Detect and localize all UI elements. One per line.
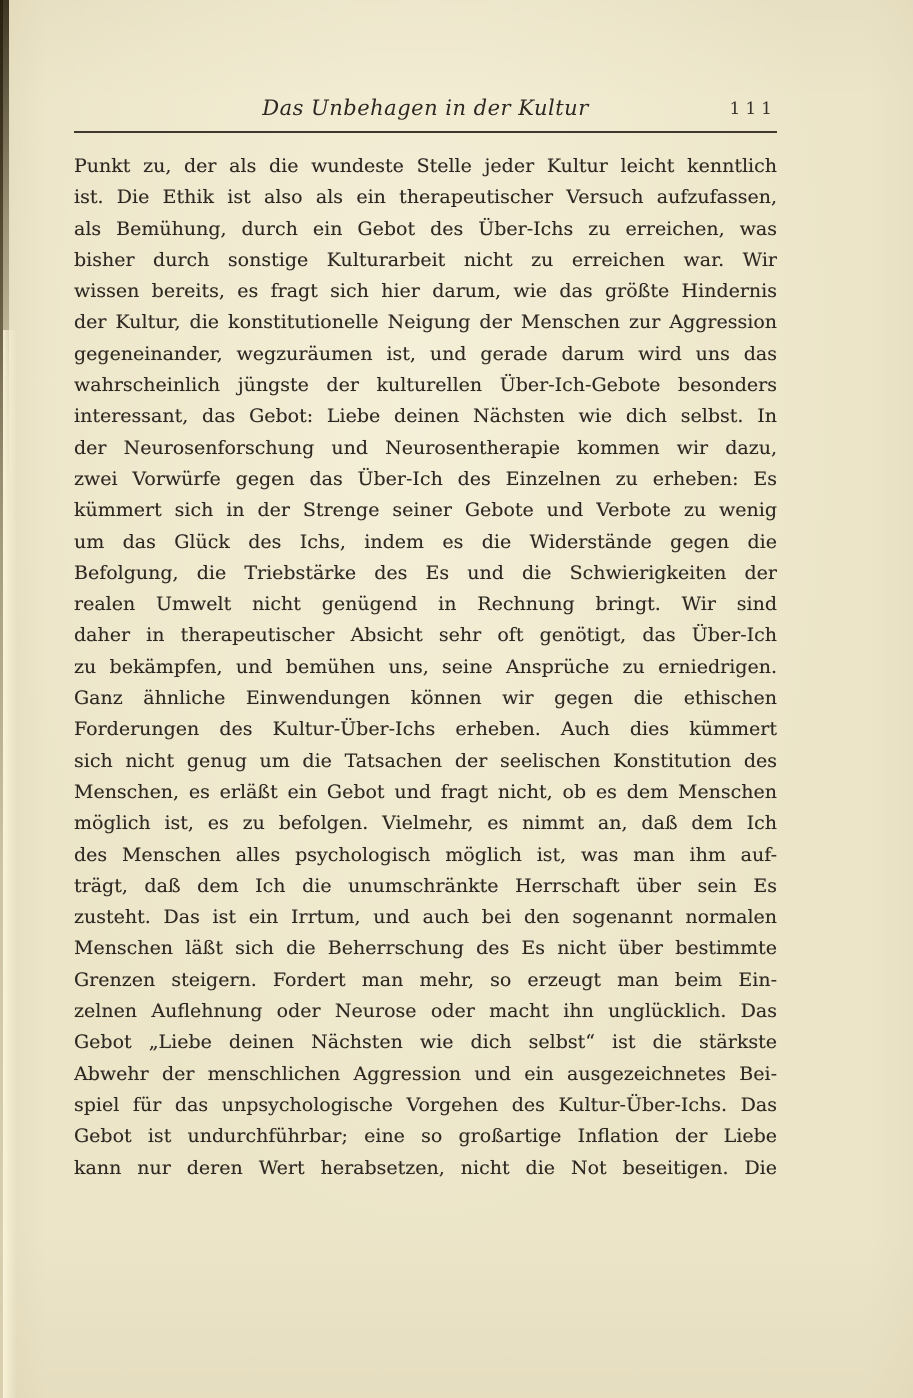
text-line: trägt, daß dem Ich die unumschränkte Herrschaft über sein Es xyxy=(74,874,777,897)
text-line: realen Umwelt nicht genügend in Rechnung bringt. Wir sind xyxy=(74,593,777,616)
running-header xyxy=(74,96,777,128)
text-line: Ganz ähnliche Einwendungen können wir gegen die ethischen xyxy=(74,687,777,710)
text-line: als Bemühung, durch ein Gebot des Über-Ichs zu erreichen, was xyxy=(74,217,777,240)
text-line: daher in therapeutischer Absicht sehr oft genötigt, das Über-Ich xyxy=(74,624,777,647)
text-line: gegeneinander, wegzuräumen ist, und gerade darum wird uns das xyxy=(74,342,777,365)
text-line: Gebot ist undurchführbar; eine so großartige Inflation der Liebe xyxy=(74,1125,777,1148)
page-number: 111 xyxy=(729,99,777,119)
text-line: zelnen Auflehnung oder Neurose oder macht ihn unglücklich. Das xyxy=(74,1000,777,1023)
text-line: zusteht. Das ist ein Irrtum, und auch bei den sogenannt normalen xyxy=(74,906,777,929)
text-line: spiel für das unpsychologische Vorgehen des Kultur-Über-Ichs. Das xyxy=(74,1093,777,1116)
text-line: kümmert sich in der Strenge seiner Gebote und Verbote zu wenig xyxy=(74,499,777,522)
text-line: wissen bereits, es fragt sich hier darum, wie das größte Hindernis xyxy=(74,280,777,303)
text-line: interessant, das Gebot: Liebe deinen Nächsten wie dich selbst. In xyxy=(74,405,777,428)
text-line: Gebot „Liebe deinen Nächsten wie dich selbst“ ist die stärkste xyxy=(74,1031,777,1054)
text-line: Grenzen steigern. Fordert man mehr, so erzeugt man beim Ein- xyxy=(74,968,777,991)
running-header-title: Das Unbehagen in der Kultur xyxy=(262,96,589,120)
text-line: Abwehr der menschlichen Aggression und ein ausgezeichnetes Bei- xyxy=(74,1062,777,1085)
text-line: zu bekämpfen, und bemühen uns, seine Ansprüche zu erniedrigen. xyxy=(74,655,777,678)
header-rule xyxy=(74,131,777,133)
text-line: der Kultur, die konstitutionelle Neigung der Menschen zur Aggression xyxy=(74,311,777,334)
text-line: Menschen läßt sich die Beherrschung des Es nicht über bestimmte xyxy=(74,937,777,960)
text-line: kann nur deren Wert herabsetzen, nicht die Not beseitigen. Die xyxy=(74,1156,777,1179)
text-line: möglich ist, es zu befolgen. Vielmehr, es nimmt an, daß dem Ich xyxy=(74,812,777,835)
page-left-edge-highlight xyxy=(3,330,17,1398)
text-line: des Menschen alles psychologisch möglich ist, was man ihm auf- xyxy=(74,843,777,866)
text-line: zwei Vorwürfe gegen das Über-Ich des Einzelnen zu erheben: Es xyxy=(74,467,777,490)
text-line: Punkt zu, der als die wundeste Stelle jeder Kultur leicht kenntlich xyxy=(74,155,777,177)
text-line: ist. Die Ethik ist also als ein therapeutischer Versuch aufzufassen, xyxy=(74,186,777,209)
text-line: Menschen, es erläßt ein Gebot und fragt nicht, ob es dem Menschen xyxy=(74,780,777,803)
text-line: um das Glück des Ichs, indem es die Widerstände gegen die xyxy=(74,530,777,553)
body-text xyxy=(74,151,777,1184)
text-line: Befolgung, die Triebstärke des Es und die Schwierigkeiten der xyxy=(74,561,777,584)
text-line: sich nicht genug um die Tatsachen der seelischen Konstitution des xyxy=(74,749,777,772)
text-line: wahrscheinlich jüngste der kulturellen Über-Ich-Gebote besonders xyxy=(74,374,777,397)
text-line: bisher durch sonstige Kulturarbeit nicht zu erreichen war. Wir xyxy=(74,248,777,271)
text-line: der Neurosenforschung und Neurosentherapie kommen wir dazu, xyxy=(74,436,777,459)
text-line: Forderungen des Kultur-Über-Ichs erheben. Auch dies kümmert xyxy=(74,718,777,741)
